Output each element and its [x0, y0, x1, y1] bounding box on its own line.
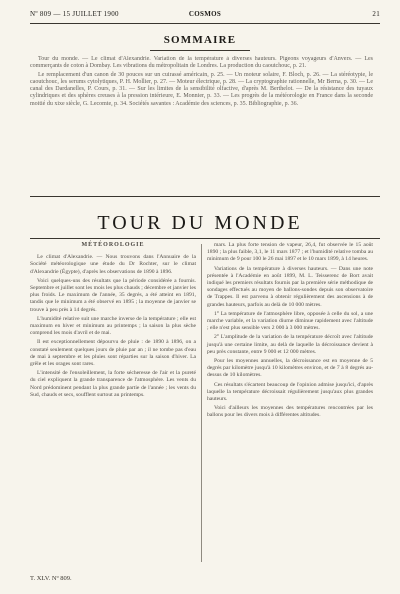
- right-column: [207, 242, 373, 422]
- left-paragraph: L'intensité de l'ensoleillement, la forte sécheresse de l'air et la pureté du ciel expliquent la grande transparence de l'atmosphère. Les vents du Nord prédominent pendant la plus grande partie de l'année ; les vents du Sud, chauds et secs, soufflent surtout au printemps.: [30, 370, 196, 398]
- left-paragraph: Voici quelques-uns des résultats que la période considérée a fournis. Septembre et juillet sont les mois les plus chauds ; décembre et janvier les plus froids. Le maximum de l'année, 35 degrés, a été atteint en 1891, tandis que le minimum a été observé en 1895 ; la moyenne de janvier se trouve à peu près à 14 degrés.: [30, 277, 196, 313]
- column-divider: [201, 244, 202, 562]
- right-paragraph: mars. La plus forte tension de vapeur, 26,4, fut observée le 15 août 1890 ; la plus faible, 3,1, le 11 mars 1877 ; et l'humidité relative tomba au minimum de 9 pour 100 le 26 mai 1897 et le 10 mars 1899, à 14 heures.: [207, 242, 373, 263]
- left-paragraph: Le climat d'Alexandrie. — Nous trouvons dans l'Annuaire de la Société météorologique une étude du Dr Rochter, sur le climat d'Alexandrie (Égypte), d'après les observations de 1890 à 1896.: [30, 254, 196, 275]
- issue-date: 15 JUILLET 1900: [62, 10, 119, 18]
- header-rule: [30, 23, 380, 24]
- sommaire-body: [30, 56, 373, 109]
- section-title: TOUR DU MONDE: [97, 212, 303, 234]
- running-head: [30, 10, 380, 20]
- issue-number: Nº 809: [30, 10, 52, 18]
- sommaire-underline: [150, 50, 250, 51]
- meteorologie-subhead: MÉTÉOROLOGIE: [81, 242, 145, 248]
- right-paragraph: Ces résultats s'écartent beaucoup de l'opinion admise jusqu'ici, d'après laquelle la température décroissait régulièrement jusqu'aux plus grandes hauteurs.: [207, 381, 373, 403]
- right-paragraph: 1° La température de l'atmosphère libre, opposée à celle du sol, a une marche variable, et la variation diurne diminue rapidement avec l'altitude ; elle n'est plus sensible vers 2 000 à 3 000 mètres.: [207, 310, 373, 332]
- right-paragraph: Voici d'ailleurs les moyennes des températures rencontrées par les ballons pour les divers mois à différentes altitudes.: [207, 405, 373, 419]
- right-paragraph: 2° L'amplitude de la variation de la température décroît avec l'altitude jusqu'à une certaine limite, au delà de laquelle la décroissance devient à peu près constante, entre 9 000 et 12 000 mètres.: [207, 334, 373, 355]
- section-title-rule: [30, 238, 380, 239]
- sommaire-paragraph: Tour du monde. — Le climat d'Alexandrie. Variation de la température à diverses hauteurs. Pigeons voyageurs d'Anvers. — Les commerçants de coton à Dombay. Les vibrations du métropolitain de Londres. La production du caoutchouc, p. 21.: [30, 56, 373, 70]
- right-paragraph: Variations de la température à diverses hauteurs. — Dans une note présentée à l'Académie en août 1899, M. L. Teisserenc de Bort avait indiqué les premiers résultats fournis par la première série méthodique de sondages effectués au moyen de ballons-sondes depuis son observatoire de Trappes. Il est parvenu à obtenir régulièrement des ascensions à de grandes hauteurs, parfois au delà de 10 000 mètres.: [207, 265, 373, 308]
- right-paragraph: Pour les moyennes annuelles, la décroissance est en moyenne de 5 degrés par kilomètre jusqu'à 10 kilomètres environ, et de 7 à 8 degrés au-dessus de 10 kilomètres.: [207, 358, 373, 379]
- left-paragraph: L'humidité relative suit une marche inverse de la température ; elle est maximum en hiver et minimum au printemps ; la saison la plus sèche comprend les mois d'avril et de mai.: [30, 315, 196, 337]
- issue-info: Nº 809 — 15 JUILLET 1900: [30, 10, 119, 18]
- left-column: [30, 242, 196, 401]
- sommaire-bottom-rule: [30, 196, 380, 197]
- sommaire-paragraph: Le remplacement d'un canon de 30 pouces sur un cuirassé américain, p. 25. — Un moteur solaire, F. Bloch, p. 26. — La stéréotypie, le caoutchouc, les serums cytolytiques, P. H. Mollier, p. 27. — Moteur électrique, p. 28. — La cryptographie rationnelle, Mr Berna, p. 30. — Le canal des Dardanelles, P. Cours, p. 31. — Sur les limites de la sensibilité olfactive, d'après M. Berthelot. — De la résistance des tuyaux cylindriques et des sphères creuses à la pression intérieure, E. Monnier, p. 33. — Les progrès de la météorologie en France dans la seconde moitié du xixe siècle, G. Lecomte, p. 34. Sociétés savantes : Académie des sciences, p. 35. Bibliographie, p. 36.: [30, 71, 373, 107]
- sommaire-heading: SOMMAIRE: [163, 34, 237, 46]
- page-number: 21: [372, 10, 380, 18]
- journal-name: COSMOS: [188, 10, 222, 18]
- left-paragraph: Il est exceptionnellement dépourvu de pluie : de 1890 à 1896, on a constaté seulement quelques jours de pluie par an ; il ne tombe pas d'eau de mai à septembre et les pluies sont réparties sur la saison d'hiver. La grêle et les orages sont rares.: [30, 339, 196, 368]
- volume-footer: T. XLV. Nº 809.: [30, 575, 72, 582]
